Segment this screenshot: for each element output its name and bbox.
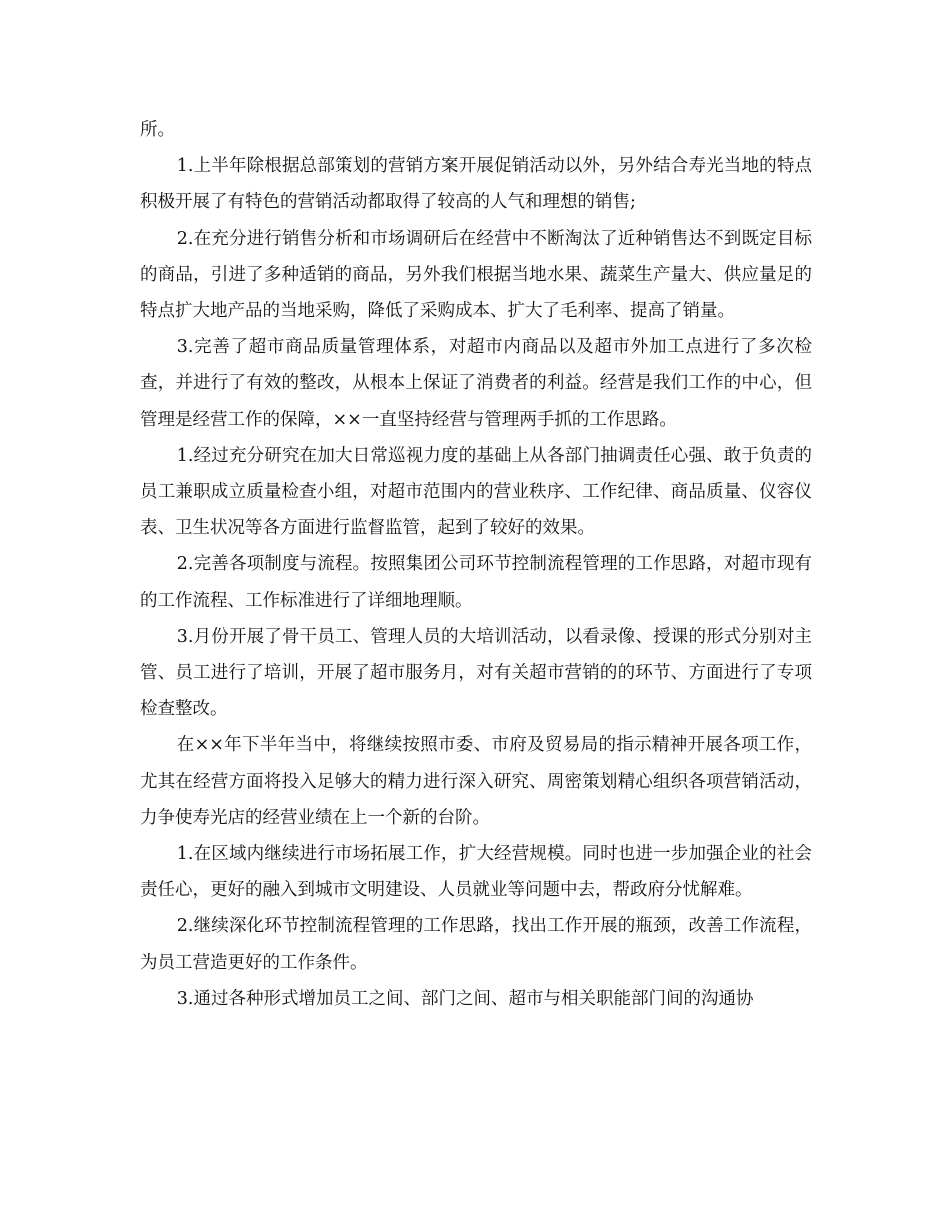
paragraph-8: 1.在区域内继续进行市场拓展工作，扩大经营规模。同时也进一步加强企业的社会责任心，更好的融入到城市文明建设、人员就业等问题中去，帮政府分忧解难。 [140, 844, 812, 901]
paragraph-6: 3.月份开展了骨干员工、管理人员的大培训活动，以看录像、授课的形式分别对主管、员工进行了培训，开展了超市服务月，对有关超市营销的的环节、方面进行了专项检查整改。 [140, 626, 812, 720]
document-body [140, 112, 812, 1017]
paragraph-2: 2.在充分进行销售分析和市场调研后在经营中不断淘汰了近种销售达不到既定目标的商品，引进了多种适销的商品，另外我们根据当地水果、蔬菜生产量大、供应量足的特点扩大地产品的当地采购，降低了采购成本、扩大了毛利率、提高了销量。 [140, 228, 812, 322]
paragraph-10: 3.通过各种形式增加员工之间、部门之间、超市与相关职能部门间的沟通协 [176, 988, 754, 1009]
paragraph-9: 2.继续深化环节控制流程管理的工作思路，找出工作开展的瓶颈，改善工作流程，为员工营造更好的工作条件。 [140, 916, 812, 973]
paragraph-7: 在××年下半年当中，将继续按照市委、市府及贸易局的指示精神开展各项工作，尤其在经营方面将投入足够大的精力进行深入研究、周密策划精心组织各项营销活动，力争使寿光店的经营业绩在上一个新的台阶。 [140, 735, 812, 828]
paragraph-5: 2.完善各项制度与流程。按照集团公司环节控制流程管理的工作思路，对超市现有的工作流程、工作标准进行了详细地理顺。 [140, 554, 812, 611]
paragraph-3: 3.完善了超市商品质量管理体系，对超市内商品以及超市外加工点进行了多次检查，并进行了有效的整改，从根本上保证了消费者的利益。经营是我们工作的中心，但管理是经营工作的保障，××一直坚持经营与管理两手抓的工作思路。 [140, 337, 812, 430]
paragraph-0: 所。 [140, 120, 175, 140]
paragraph-1: 1.上半年除根据总部策划的营销方案开展促销活动以外，另外结合寿光当地的特点积极开展了有特色的营销活动都取得了较高的人气和理想的销售; [140, 156, 812, 213]
paragraph-4: 1.经过充分研究在加大日常巡视力度的基础上从各部门抽调责任心强、敢于负责的员工兼职成立质量检查小组，对超市范围内的营业秩序、工作纪律、商品质量、仪容仪表、卫生状况等各方面进行监督监管，起到了较好的效果。 [140, 445, 812, 539]
